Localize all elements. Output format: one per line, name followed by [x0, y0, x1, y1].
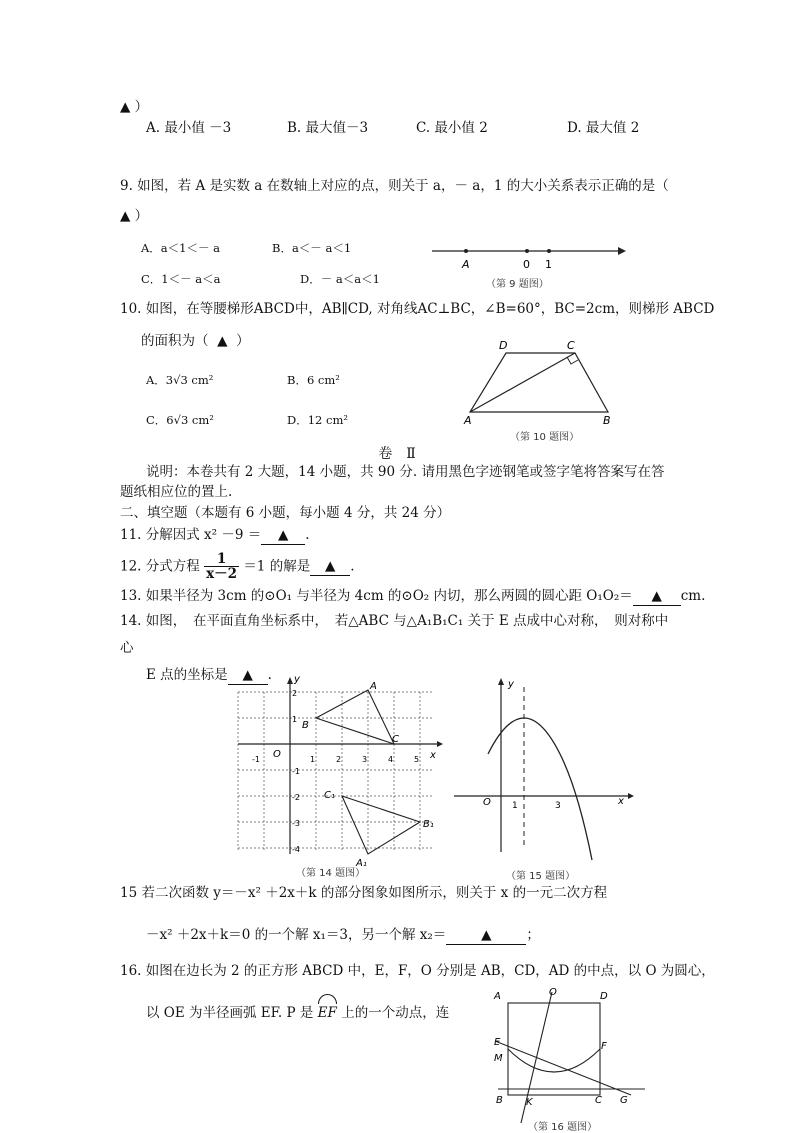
q14-xtick-4: 4: [388, 755, 394, 764]
q16-square-figure: [490, 985, 660, 1123]
q16-label-b: B: [496, 1095, 503, 1106]
q14-xtick-minus1: -1: [252, 755, 260, 764]
q16-label-m: M: [494, 1053, 503, 1064]
q13: 13. 如果半径为 3cm 的⊙O₁ 与半径为 4cm 的⊙O₂ 内切，那么两圆的圆心距 O₁O₂＝ ▲ cm.: [120, 588, 706, 604]
q15-caption: （第 15 题图）: [506, 871, 576, 882]
q12-numerator: 1: [204, 552, 239, 567]
q8-tail: ▲ ）: [120, 99, 149, 115]
q14-stem-2: E 点的坐标是 ▲ .: [146, 667, 272, 683]
q15-blank: ▲: [446, 926, 526, 945]
q12-blank: ▲: [310, 557, 350, 576]
section-note-1: 说明：本卷共有 2 大题，14 小题，共 90 分. 请用黑色字迹钢笔或签字笔将答案写在答: [146, 464, 665, 480]
q13-blank: ▲: [633, 587, 681, 606]
q14-ytick-minus4: -4: [292, 845, 300, 854]
q14-ytick-minus1: -1: [292, 767, 300, 776]
q15-parabola-figure: [452, 675, 642, 860]
q14-label-b1: B₁: [423, 819, 434, 830]
q16-label-c: C: [595, 1095, 602, 1106]
q16-arc: [508, 1049, 600, 1072]
q14-caption: （第 14 题图）: [296, 868, 366, 879]
q8-option-c: C. 最小值 2: [416, 120, 488, 136]
q15-tick-1: 1: [512, 801, 518, 811]
q12: 12. 分式方程 $\frac{1}{x-2}$ ＝1 的解是 ▲ .: [120, 551, 355, 582]
q14-label-b: B: [302, 720, 309, 731]
q14-xtick-2: 2: [336, 755, 342, 764]
q9-option-d: D．－ a＜a＜1: [300, 272, 380, 286]
q14-coordinate-figure: [232, 670, 447, 870]
q16-arc-ef: EF: [317, 1005, 337, 1021]
q9-option-a: A．a＜1＜－ a: [141, 241, 220, 255]
q14-xtick-3: 3: [362, 755, 368, 764]
q14-stem-wrap: 心: [120, 640, 134, 656]
q10-option-a: A．3√3 cm²: [146, 373, 214, 387]
q16-caption: （第 16 题图）: [528, 1122, 598, 1133]
q15-eq: －x² ＋2x＋k＝0 的一个解 x₁＝3，另一个解 x₂＝ ▲ ；: [146, 927, 540, 943]
q10-label-c: C: [567, 339, 575, 352]
q14-stem: 14. 如图， 在平面直角坐标系中， 若△ABC 与△A₁B₁C₁ 关于 E 点成中心对称， 则对称中: [120, 613, 669, 629]
q14-axis-x: x: [430, 750, 436, 761]
q14-triangle-abc: [316, 690, 394, 744]
q14-triangle-a1b1c1: [342, 796, 420, 854]
q15-tick-3: 3: [555, 801, 561, 811]
q16-stem-2: 以 OE 为半径画弧 EF. P 是 EF 上的一个动点，连: [146, 1002, 449, 1022]
q10-option-b: B．6 cm²: [287, 373, 340, 387]
q14-label-a1: A₁: [356, 858, 367, 869]
q16-label-e: E: [494, 1037, 501, 1048]
q14-blank: ▲: [228, 666, 268, 685]
q10-option-d: D．12 cm²: [287, 413, 348, 427]
q11-blank: ▲: [261, 526, 305, 545]
q10-label-d: D: [499, 339, 508, 352]
q9-tail: ▲ ）: [120, 208, 149, 224]
q14-origin: O: [273, 749, 281, 760]
q14-ytick-1: 1: [292, 715, 298, 724]
q9-label-a: A: [462, 258, 470, 271]
q9-option-c: C．1＜－ a＜a: [141, 272, 221, 286]
section-title: 卷 Ⅱ: [378, 446, 416, 462]
q9-point-zero: [525, 249, 529, 253]
q14-axis-y: y: [294, 674, 300, 685]
q9-caption: （第 9 题图）: [486, 279, 549, 290]
q16-label-a: A: [494, 991, 501, 1002]
q14-ytick-minus3: -3: [292, 819, 300, 828]
q9-point-one: [547, 249, 551, 253]
q12-denominator: x－2: [206, 566, 238, 582]
q9-point-a: [464, 249, 468, 253]
q14-ytick-minus2: -2: [292, 793, 300, 802]
q15-parabola: [488, 718, 592, 860]
q15-axis-y: y: [508, 679, 514, 690]
q9-option-b: B．a＜－ a＜1: [272, 241, 352, 255]
q16-stem: 16. 如图在边长为 2 的正方形 ABCD 中，E，F，O 分别是 AB，CD，AD 的中点，以 O 为圆心，: [120, 963, 715, 979]
q11: 11. 分解因式 x² －9 ＝ ▲ .: [120, 527, 310, 543]
section-note-2: 题纸相应位的置上.: [120, 484, 233, 500]
q8-option-d: D. 最大值 2: [567, 120, 640, 136]
q14-xtick-1: 1: [310, 755, 316, 764]
section-heading: 二、填空题（本题有 6 小题，每小题 4 分，共 24 分）: [120, 505, 451, 521]
q8-option-a: A. 最小值 －3: [146, 120, 232, 136]
q10-label-a: A: [464, 414, 472, 427]
q15-axis-x: x: [618, 796, 624, 807]
q10-stem-2: 的面积为（ ▲ ）: [141, 333, 250, 349]
q16-label-o: O: [549, 987, 557, 998]
q16-label-k: K: [526, 1097, 533, 1108]
q14-ytick-2: 2: [292, 689, 298, 698]
q14-label-c1: C₁: [324, 790, 335, 801]
q8-option-b: B. 最大值－3: [287, 120, 369, 136]
q15-stem: 15 若二次函数 y＝－x² ＋2x＋k 的部分图象如图所示，则关于 x 的一元二次方程: [120, 885, 608, 901]
q14-label-a: A: [370, 681, 377, 692]
q10-trapezoid-figure: [460, 338, 620, 428]
q9-label-zero: 0: [523, 258, 530, 271]
q16-label-g: G: [620, 1095, 628, 1106]
q10-option-c: C．6√3 cm²: [146, 413, 214, 427]
q10-stem: 10. 如图，在等腰梯形ABCD中，AB∥CD, 对角线AC⊥BC，∠B=60°，BC=2cm，则梯形 ABCD: [120, 301, 715, 317]
q9-stem: 9. 如图，若 A 是实数 a 在数轴上对应的点，则关于 a，－ a，1 的大小关系表示正确的是（: [120, 178, 669, 194]
q16-label-d: D: [600, 991, 608, 1002]
q10-label-b: B: [603, 414, 611, 427]
q9-label-one: 1: [545, 258, 552, 271]
q15-origin: O: [483, 797, 491, 808]
q16-line-mg: [495, 1041, 631, 1095]
q10-caption: （第 10 题图）: [510, 432, 580, 443]
q14-label-c: C: [392, 734, 399, 745]
q14-xtick-5: 5: [414, 755, 420, 764]
q10-answer-mark: ▲: [217, 333, 228, 349]
q16-label-f: F: [601, 1041, 607, 1052]
